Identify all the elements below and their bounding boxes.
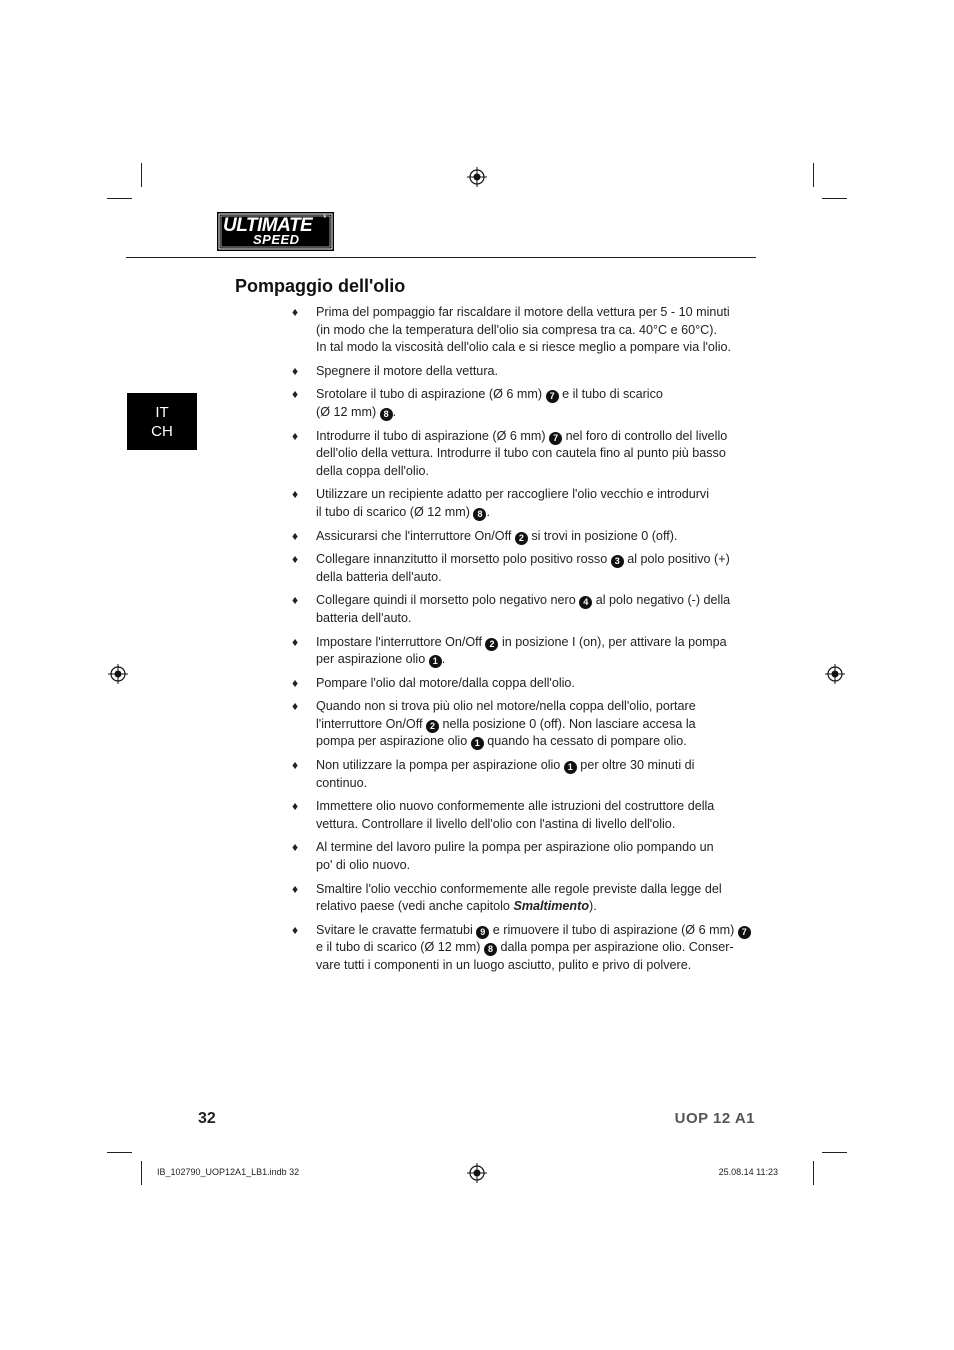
- list-item-line: [316, 881, 740, 899]
- text-segment: Collegare quindi il morsetto polo negativo nero: [316, 593, 580, 608]
- text-segment: continuo.: [316, 775, 368, 790]
- list-item-line: [316, 957, 740, 975]
- bullet-diamond-icon: ♦: [292, 305, 299, 319]
- list-item-line: [316, 404, 740, 422]
- crop-mark: [141, 163, 142, 187]
- text-segment: vettura. Controllare il livello dell'olio con l'astina di livello dell'olio.: [316, 816, 676, 831]
- text-segment: pompa per aspirazione olio: [316, 734, 471, 749]
- text-segment: e rimuovere il tubo di aspirazione (Ø 6 mm): [489, 922, 738, 937]
- list-item: [290, 698, 740, 751]
- text-segment: e il tubo di scarico: [558, 387, 663, 402]
- country-code: CH: [151, 422, 173, 440]
- text-segment: Immettere olio nuovo conformemente alle istruzioni del costruttore della: [316, 799, 715, 814]
- text-segment: il tubo di scarico (Ø 12 mm): [316, 504, 474, 519]
- list-item-line: [316, 798, 740, 816]
- list-item-line: [316, 445, 740, 463]
- list-item-line: [316, 428, 740, 446]
- bullet-diamond-icon: ♦: [292, 799, 299, 814]
- bullet-diamond-icon: ♦: [292, 428, 299, 443]
- crop-mark: [107, 1152, 132, 1153]
- part-number-badge: 7: [738, 926, 751, 939]
- list-item-line: [316, 922, 747, 940]
- part-number-badge: 2: [515, 532, 528, 545]
- bullet-diamond-icon: ♦: [292, 922, 299, 937]
- bullet-diamond-icon: ♦: [292, 363, 299, 378]
- list-item-line: [316, 857, 740, 875]
- list-item-line: [316, 839, 740, 857]
- text-segment: batteria dell'auto.: [316, 610, 412, 625]
- text-segment: (Ø 12 mm): [316, 404, 380, 419]
- bullet-diamond-icon: ♦: [292, 758, 299, 773]
- list-item: [290, 428, 740, 481]
- list-item-line: [316, 363, 740, 381]
- language-code: IT: [155, 403, 169, 421]
- text-segment: Smaltire l'olio vecchio conformemente alle regole previste dalla legge del: [316, 881, 722, 896]
- list-item-line: [316, 504, 740, 522]
- list-item: [290, 839, 740, 874]
- list-item-line: [316, 463, 740, 481]
- list-item: [290, 486, 740, 521]
- list-item: [290, 798, 740, 833]
- list-item-line: [316, 898, 740, 916]
- header-rule: [126, 257, 756, 258]
- logo-mark: *: [323, 213, 327, 223]
- bullet-diamond-icon: ♦: [292, 881, 299, 896]
- part-number-badge: 8: [473, 508, 486, 521]
- text-segment: (in modo che la temperatura dell'olio sia compresa tra ca. 40°C e 60°C).: [316, 322, 717, 337]
- list-item-line: [316, 757, 740, 775]
- text-segment: Utilizzare un recipiente adatto per raccogliere l'olio vecchio e introdurvi: [316, 487, 710, 502]
- list-item: [290, 757, 740, 792]
- text-segment: dalla pompa per aspirazione olio. Conser-: [496, 940, 734, 955]
- part-number-badge: 7: [549, 432, 562, 445]
- list-item-line: [316, 322, 740, 340]
- list-item-line: [316, 698, 740, 716]
- instruction-list: [290, 304, 747, 981]
- logo-line2: SPEED: [253, 232, 300, 247]
- text-segment: Collegare innanzitutto il morsetto polo positivo rosso: [316, 552, 611, 567]
- text-segment: della coppa dell'olio.: [316, 463, 430, 478]
- text-segment: dell'olio della vettura. Introdurre il tubo con cautela fino al punto più basso: [316, 446, 726, 461]
- registration-mark-icon: [467, 1163, 487, 1183]
- text-segment: Spegnere il motore della vettura.: [316, 363, 499, 378]
- text-segment: vare tutti i componenti in un luogo asciutto, pulito e privo di polvere.: [316, 958, 692, 972]
- list-item-line: [316, 592, 740, 610]
- bullet-diamond-icon: ♦: [292, 387, 299, 402]
- text-segment: Svitare le cravatte fermatubi: [316, 922, 477, 937]
- list-item: [290, 304, 740, 357]
- bullet-diamond-icon: ♦: [292, 528, 299, 543]
- text-segment: po' di olio nuovo.: [316, 858, 411, 873]
- text-segment: al polo positivo (+): [623, 552, 730, 567]
- list-item: [290, 551, 740, 586]
- text-segment: Pompare l'olio dal motore/dalla coppa dell'olio.: [316, 675, 575, 690]
- page-number: 32: [198, 1110, 216, 1127]
- text-segment: e il tubo di scarico (Ø 12 mm): [316, 940, 484, 955]
- list-item-line: [316, 634, 740, 652]
- text-segment: si trovi in posizione 0 (off).: [527, 528, 678, 543]
- list-item: [290, 363, 740, 381]
- list-item-line: [316, 816, 740, 834]
- text-segment: .: [486, 504, 490, 519]
- list-item-line: [316, 651, 740, 669]
- part-number-badge: 3: [611, 555, 624, 568]
- text-segment: l'interruttore On/Off: [316, 716, 426, 731]
- list-item-line: [316, 528, 740, 546]
- slug-file: IB_102790_UOP12A1_LB1.indb 32: [157, 1167, 300, 1177]
- text-segment: In tal modo la viscosità dell'olio cala e si riesce meglio a pompare via l'olio.: [316, 340, 732, 355]
- registration-mark-icon: [467, 167, 487, 187]
- text-segment: quando ha cessato di pompare olio.: [483, 734, 687, 749]
- list-item-line: [316, 775, 740, 793]
- bullet-diamond-icon: ♦: [292, 552, 299, 567]
- text-segment: .: [392, 404, 397, 419]
- list-item-line: [316, 610, 740, 628]
- list-item-line: [316, 716, 740, 734]
- part-number-badge: 1: [564, 761, 577, 774]
- list-item: [290, 881, 740, 916]
- list-item-line: [316, 339, 740, 357]
- part-number-badge: 7: [546, 390, 559, 403]
- text-segment: nella posizione 0 (off). Non lasciare accesa la: [438, 716, 696, 731]
- section-title: Pompaggio dell'olio: [235, 276, 406, 296]
- part-number-badge: 8: [484, 943, 497, 956]
- logo-line1: ULTIMATE: [223, 215, 313, 236]
- part-number-badge: 1: [471, 737, 484, 750]
- bullet-diamond-icon: ♦: [292, 699, 299, 714]
- text-segment: della batteria dell'auto.: [316, 569, 442, 584]
- text-segment: .: [441, 652, 446, 667]
- list-item: [290, 386, 740, 421]
- crop-mark: [107, 198, 132, 199]
- part-number-badge: 9: [476, 926, 489, 939]
- text-segment: relativo paese (vedi anche capitolo: [316, 899, 514, 914]
- part-number-badge: 1: [429, 655, 442, 668]
- text-segment: per oltre 30 minuti di: [576, 758, 695, 773]
- part-number-badge: 2: [485, 638, 498, 651]
- model-name: UOP 12 A1: [674, 1110, 755, 1127]
- text-segment: Srotolare il tubo di aspirazione (Ø 6 mm): [316, 387, 546, 402]
- list-item-line: [316, 386, 740, 404]
- list-item: [290, 922, 747, 975]
- list-item-line: [316, 675, 740, 693]
- text-segment: Al termine del lavoro pulire la pompa per aspirazione olio pompando un: [316, 840, 714, 855]
- text-segment: Introdurre il tubo di aspirazione (Ø 6 mm): [316, 428, 550, 443]
- crop-mark: [813, 1161, 814, 1185]
- registration-mark-icon: [825, 664, 845, 684]
- text-segment: Prima del pompaggio far riscaldare il motore della vettura per 5 - 10 minuti: [316, 305, 730, 319]
- crop-mark: [813, 163, 814, 187]
- crop-mark: [141, 1161, 142, 1185]
- list-item-line: [316, 486, 740, 504]
- part-number-badge: 4: [579, 596, 592, 609]
- ultimate-speed-logo: [217, 212, 334, 251]
- list-item-line: [316, 551, 740, 569]
- list-item: [290, 528, 740, 546]
- text-segment: Quando non si trova più olio nel motore/nella coppa dell'olio, portare: [316, 699, 696, 714]
- text-segment: Impostare l'interruttore On/Off: [316, 634, 486, 649]
- list-item-line: [316, 939, 740, 957]
- list-item-line: [316, 304, 740, 322]
- emphasis-text: Smaltimento: [513, 899, 590, 914]
- crop-mark: [822, 1152, 847, 1153]
- list-item: [290, 675, 740, 693]
- text-segment: ).: [589, 899, 597, 914]
- text-segment: in posizione I (on), per attivare la pompa: [498, 634, 727, 649]
- crop-mark: [822, 198, 847, 199]
- part-number-badge: 2: [426, 720, 439, 733]
- bullet-diamond-icon: ♦: [292, 593, 299, 608]
- list-item: [290, 592, 740, 627]
- text-segment: Non utilizzare la pompa per aspirazione olio: [316, 758, 564, 773]
- part-number-badge: 8: [380, 408, 393, 421]
- list-item-line: [316, 733, 740, 751]
- list-item-line: [316, 569, 740, 587]
- text-segment: per aspirazione olio: [316, 652, 429, 667]
- list-item: [290, 634, 740, 669]
- bullet-diamond-icon: ♦: [292, 840, 299, 855]
- registration-mark-icon: [108, 664, 128, 684]
- slug-date: 25.08.14 11:23: [718, 1167, 778, 1177]
- bullet-diamond-icon: ♦: [292, 634, 299, 649]
- bullet-diamond-icon: ♦: [292, 675, 299, 690]
- text-segment: nel foro di controllo del livello: [562, 428, 728, 443]
- language-tab: [127, 393, 197, 450]
- bullet-diamond-icon: ♦: [292, 487, 299, 502]
- text-segment: al polo negativo (-) della: [592, 593, 731, 608]
- text-segment: Assicurarsi che l'interruttore On/Off: [316, 528, 515, 543]
